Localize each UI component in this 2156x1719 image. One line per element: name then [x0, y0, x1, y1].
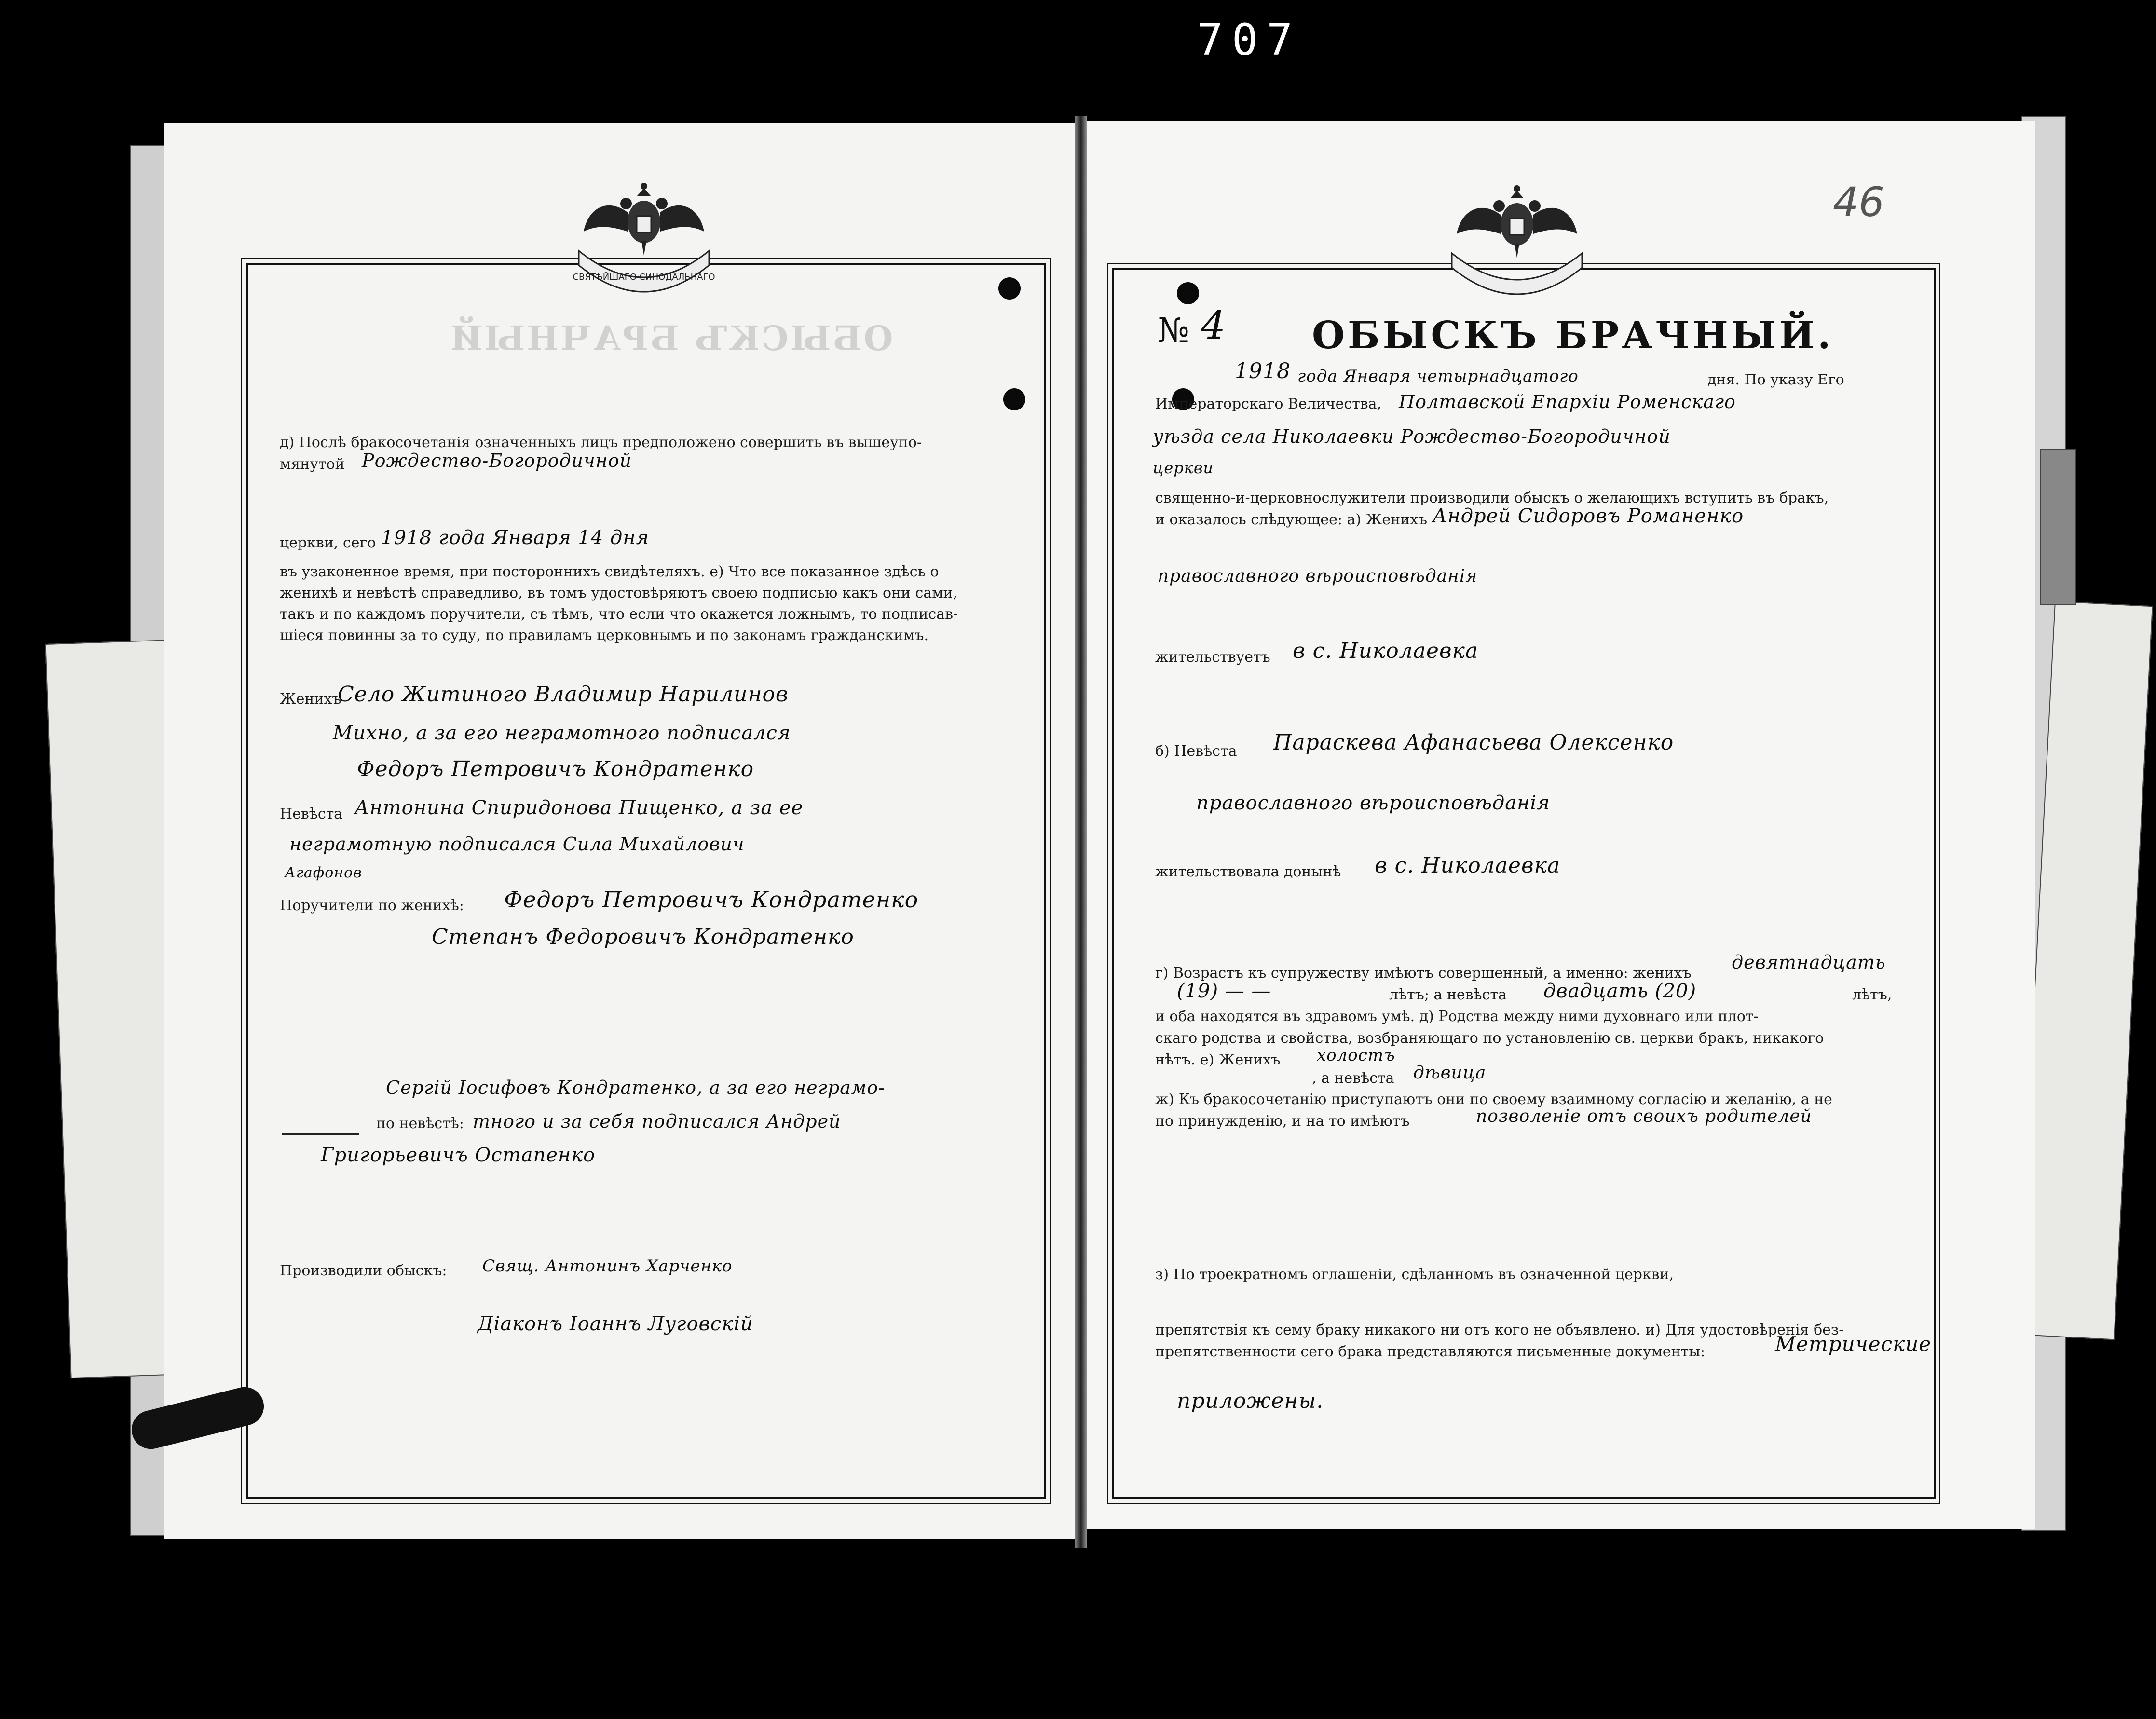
right-bride-faith-handwritten: православного вѣроисповѣданія	[1196, 792, 1550, 814]
right-documents-attached-handwritten: приложены.	[1177, 1389, 1324, 1413]
right-bride-residence-handwritten: в с. Николаевка	[1375, 853, 1561, 878]
right-bride-name-handwritten: Параскева Афанасьева Олексенко	[1273, 730, 1674, 755]
left-guarantor-bride-rule	[282, 1133, 359, 1135]
bleed-through-title: ОБЫСКЪ БРАЧНЫЙ	[449, 318, 893, 358]
binding-hole	[1003, 388, 1025, 410]
double-headed-eagle-crest-right	[1442, 181, 1592, 301]
right-groom-residence-label: жительствуетъ	[1155, 649, 1270, 666]
crest-ribbon-text: СВЯТѢЙШАГО СИНОДАЛЬНАГО	[573, 272, 715, 282]
left-body-line-2: женихѣ и невѣстѣ справедливо, въ томъ удостовѣряютъ своею подписью какъ они сами,	[280, 585, 958, 601]
left-guarantor-groom-2: Степанъ Федоровичъ Кондратенко	[432, 925, 854, 949]
binding-hole	[998, 277, 1021, 300]
left-church-name-handwritten: Рождество-Богородичной	[362, 450, 632, 471]
right-bride-age: двадцать (20)	[1543, 980, 1697, 1002]
left-guarantor-groom-1: Федоръ Петровичъ Кондратенко	[504, 887, 919, 913]
left-guarantors-bride-label: по невѣстѣ:	[376, 1115, 464, 1132]
frame-number: 707	[1197, 14, 1302, 65]
left-search-by-label: Производили обыскъ:	[280, 1262, 447, 1279]
left-body-line-1: въ узаконенное время, при постороннихъ свидѣтеляхъ. е) Что все показанное здѣсь о	[280, 563, 939, 580]
right-obstacle-line2: препятственности сего брака представляются письменные документы:	[1155, 1343, 1706, 1360]
left-bride-label: Невѣста	[280, 805, 343, 822]
right-groom-status: холостъ	[1317, 1046, 1395, 1065]
right-groom-residence-handwritten: в с. Николаевка	[1293, 639, 1479, 663]
left-bride-signature-2: неграмотную подписался Сила Михайлович	[289, 833, 745, 855]
left-body-line-4: шіеся повинны за то суду, по правиламъ церковнымъ и по законамъ гражданскимъ.	[280, 627, 929, 644]
right-date-handwritten: года Января четырнадцатого	[1297, 367, 1579, 386]
right-age-line1: г) Возрастъ къ супружеству имѣютъ совершенный, а именно: женихъ	[1155, 965, 1692, 982]
right-age-line5-prefix: нѣтъ. е) Женихъ	[1155, 1051, 1281, 1068]
stamp-slip-right	[2040, 449, 2076, 605]
right-groom-faith-handwritten: православного вѣроисповѣданія	[1158, 566, 1478, 586]
binding-hole	[1177, 282, 1199, 304]
right-line6-prefix: и оказалось слѣдующее: а) Женихъ	[1155, 511, 1428, 528]
left-guarantor-bride-1: Сергій Іосифовъ Кондратенко, а за его неграмо-	[386, 1077, 886, 1098]
right-bride-label: б) Невѣста	[1155, 743, 1237, 760]
left-search-by-deacon: Діаконъ Іоаннъ Луговскій	[478, 1313, 753, 1335]
left-groom-signature-3: Федоръ Петровичъ Кондратенко	[357, 757, 754, 781]
right-banns-line: з) По троекратномъ оглашеніи, сдѣланномъ въ означенной церкви,	[1155, 1266, 1674, 1283]
right-consent-line2-prefix: по принужденію, и на то имѣютъ	[1155, 1113, 1410, 1130]
right-line1-suffix: дня. По указу Его	[1707, 371, 1844, 388]
right-groom-name-handwritten: Андрей Сидоровъ Романенко	[1433, 505, 1744, 527]
left-bride-signature-3: Агафонов	[285, 864, 362, 881]
right-eparchy-handwritten: Полтавской Епархіи Роменскаго	[1399, 391, 1736, 412]
left-bride-signature-1: Антонина Спиридонова Пищенко, а за ее	[355, 797, 804, 819]
book-gutter	[1075, 116, 1087, 1548]
right-document-title: ОБЫСКЪ БРАЧНЫЙ.	[1312, 314, 1834, 357]
right-year-handwritten: 1918	[1235, 359, 1291, 383]
right-bride-residence-label: жительствовала донынѣ	[1155, 863, 1341, 880]
left-groom-label: Женихъ	[280, 691, 341, 708]
left-para-d-line1: д) Послѣ бракосочетанія означенныхъ лицъ предположено совершить въ вышеупо-	[280, 434, 922, 451]
left-search-by-priest: Свящ. Антонинъ Харченко	[482, 1256, 733, 1276]
left-body-line-3: такъ и по каждомъ поручители, съ тѣмъ, что если что окажется ложнымъ, то подписав-	[280, 606, 958, 623]
left-church-date-handwritten: 1918 года Января 14 дня	[381, 527, 650, 549]
right-age-line2-suffix: лѣтъ,	[1852, 986, 1892, 1003]
left-church-date-prefix: церкви, сего	[280, 534, 376, 551]
right-record-number-handwritten: 4	[1201, 303, 1226, 348]
right-age-line6-prefix: , а невѣста	[1312, 1070, 1394, 1087]
right-consent-line1: ж) Къ бракосочетанію приступаютъ они по своему взаимному согласію и желанію, а не	[1155, 1091, 1832, 1108]
right-consent-handwritten: позволеніе отъ своихъ родителей	[1476, 1106, 1812, 1126]
left-para-d-line2-prefix: мянутой	[280, 456, 345, 473]
page-number: 46	[1833, 178, 1884, 226]
right-groom-age-number: (19) — —	[1177, 980, 1271, 1002]
left-guarantor-bride-2: тного и за себя подписался Андрей	[473, 1111, 841, 1132]
right-groom-age-words: девятнадцать	[1732, 952, 1886, 973]
left-groom-signature-1: Село Житиного Владимир Нарилинов	[338, 682, 789, 707]
double-headed-eagle-crest-left	[569, 178, 719, 299]
right-line5: священно-и-церковнослужители производили обыскъ о желающихъ вступить въ бракъ,	[1155, 490, 1829, 506]
right-church-handwritten: церкви	[1153, 459, 1214, 477]
left-guarantor-bride-3: Григорьевичъ Остапенко	[321, 1144, 596, 1166]
right-record-number-label: №	[1158, 311, 1190, 350]
right-uezd-village-handwritten: уѣзда села Николаевки Рождество-Богородичной	[1153, 426, 1671, 447]
right-age-line4: скаго родства и свойства, возбраняющаго по установленію св. церкви бракъ, никакого	[1155, 1030, 1824, 1047]
right-age-line3: и оба находятся въ здравомъ умѣ. д) Родства между ними духовнаго или плот-	[1155, 1008, 1759, 1025]
right-age-line2-mid: лѣтъ; а невѣста	[1389, 986, 1507, 1003]
right-line2-prefix: Императорскаго Величества,	[1155, 396, 1382, 412]
left-guarantors-groom-label: Поручители по женихѣ:	[280, 897, 464, 914]
left-groom-signature-2: Михно, а за его неграмотного подписался	[333, 722, 791, 744]
right-bride-status: дѣвица	[1413, 1063, 1487, 1083]
right-page-border	[1112, 268, 1936, 1499]
right-obstacle-line1: препятствія къ сему браку никакого ни отъ кого не объявлено. и) Для удостовѣренія без-	[1155, 1322, 1844, 1338]
right-documents-handwritten: Метрические	[1775, 1332, 1932, 1356]
